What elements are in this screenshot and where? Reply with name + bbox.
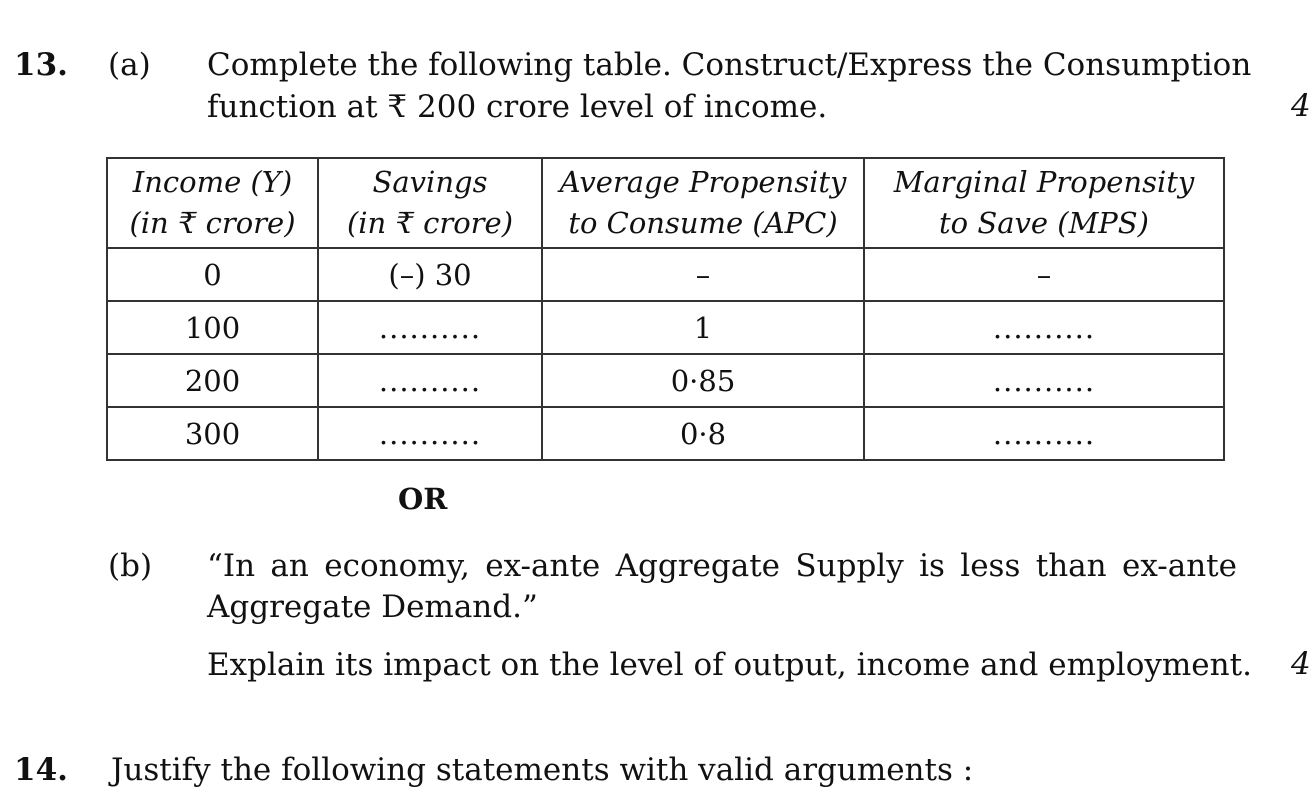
table-header-row: [107, 158, 1224, 248]
table-cell: (–) 30: [318, 248, 542, 301]
header-income-line2: (in ₹ crore): [129, 206, 296, 240]
table-cell: 0·85: [542, 354, 864, 407]
header-savings: [318, 158, 542, 248]
question-14-text: Justify the following statements with valid arguments :: [111, 752, 974, 788]
propensity-table: [106, 157, 1225, 461]
header-mps-line2: to Save (MPS): [939, 206, 1149, 240]
table-row: [107, 248, 1224, 301]
header-mps: [864, 158, 1224, 248]
table-cell: 1: [542, 301, 864, 354]
table-cell: –: [864, 248, 1224, 301]
part-a-marks: 4: [1291, 88, 1311, 124]
part-a-line-1: Complete the following table. Construct/Express the Consumption: [207, 47, 1252, 83]
header-apc-line1: Average Propensity: [559, 165, 847, 199]
table-cell-blank: ..........: [864, 407, 1224, 460]
table-cell: 300: [107, 407, 318, 460]
header-income: [107, 158, 318, 248]
table-cell: 200: [107, 354, 318, 407]
part-a-line-2: function at ₹ 200 crore level of income.: [207, 89, 828, 125]
or-separator: OR: [398, 482, 448, 516]
part-b-line-1: “In an economy, ex-ante Aggregate Supply is less than ex-ante: [207, 548, 1237, 584]
table-row: [107, 407, 1224, 460]
table-row: [107, 301, 1224, 354]
header-apc: [542, 158, 864, 248]
table-cell: 100: [107, 301, 318, 354]
part-b-line-2: Aggregate Demand.”: [207, 589, 538, 625]
part-b-label: (b): [108, 548, 153, 584]
question-14-number: 14.: [14, 752, 68, 788]
question-13-number: 13.: [14, 47, 68, 83]
header-apc-line2: to Consume (APC): [568, 206, 838, 240]
part-a-label: (a): [108, 47, 151, 83]
table-row: [107, 354, 1224, 407]
header-mps-line1: Marginal Propensity: [893, 165, 1195, 199]
table-cell: 0·8: [542, 407, 864, 460]
header-savings-line2: (in ₹ crore): [346, 206, 514, 240]
part-b-marks: 4: [1291, 646, 1311, 682]
table-cell-blank: ..........: [318, 301, 542, 354]
table-cell-blank: ..........: [318, 354, 542, 407]
part-b-line-3: Explain its impact on the level of output, income and employment.: [207, 647, 1252, 683]
header-savings-line1: Savings: [372, 165, 488, 199]
table-cell-blank: ..........: [318, 407, 542, 460]
table-cell-blank: ..........: [864, 301, 1224, 354]
table-cell: 0: [107, 248, 318, 301]
header-income-line1: Income (Y): [132, 165, 293, 199]
table-cell: –: [542, 248, 864, 301]
table-cell-blank: ..........: [864, 354, 1224, 407]
